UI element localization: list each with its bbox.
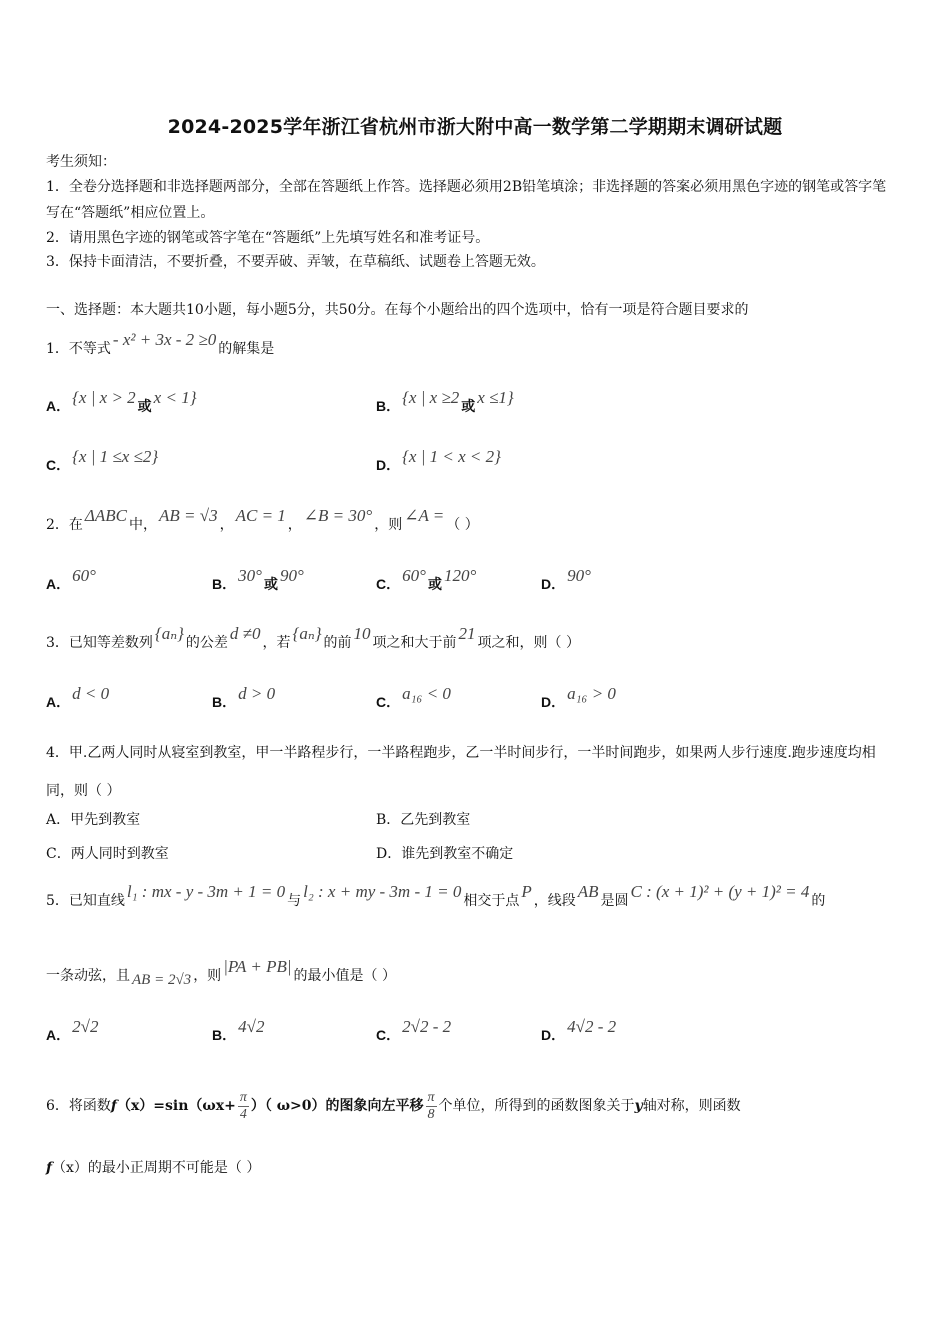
option-math: 30° xyxy=(238,566,262,585)
option-label: A． xyxy=(46,398,71,414)
q5-vector-sum: |PA + PB| xyxy=(223,957,292,976)
notice-item-2: 2．请用黑色字迹的钢笔或答字笔在“答题纸”上先填写姓名和准考证号。 xyxy=(46,230,490,246)
q3-option-b[interactable] xyxy=(212,684,277,713)
option-math: 120° xyxy=(443,566,477,585)
q6-function-name: f xyxy=(110,1098,117,1114)
q4-option-a[interactable]: A．甲先到教室 xyxy=(46,812,141,828)
q5-text: 的 xyxy=(811,893,826,909)
fraction-numerator: π xyxy=(427,1089,435,1105)
option-label: D． xyxy=(376,457,401,473)
q3-text: 的前 xyxy=(323,635,352,651)
q2-ab: AB = √3 xyxy=(159,506,218,525)
notice-heading: 考生须知： xyxy=(46,154,116,170)
q6-fraction-pi-over-8 xyxy=(426,1090,437,1123)
q5-text: ，则 xyxy=(193,968,222,984)
question-4: 4．甲.乙两人同时从寝室到教室，甲一半路程步行，一半路程跑步，乙一半时间步行，一半时间跑步，如果两人步行速度.跑步速度均相同，则（ ） xyxy=(46,745,876,799)
q5-chord-length: AB = 2√3 xyxy=(132,972,192,988)
option-math: 90° xyxy=(279,566,304,585)
q5-text: ，线段 xyxy=(533,893,576,909)
q5-text: 的最小值是（ ） xyxy=(293,968,396,984)
q3-option-a[interactable] xyxy=(46,684,111,713)
option-label: C． xyxy=(46,457,71,473)
option-label: B． xyxy=(212,694,237,710)
q1-option-b[interactable] xyxy=(376,388,516,417)
q6-text: 个单位，所得到的函数图象关于 xyxy=(438,1098,635,1114)
q2-ac: AC = 1 xyxy=(235,506,286,525)
q4-option-b[interactable]: B．乙先到教室 xyxy=(376,812,471,828)
question-3 xyxy=(46,624,580,653)
option-label: D． xyxy=(541,576,566,592)
option-math: 60° xyxy=(402,566,426,585)
q5-text: 相交于点 xyxy=(463,893,520,909)
option-label: B． xyxy=(212,1027,237,1043)
q1-option-a[interactable] xyxy=(46,388,199,417)
q6-fraction-pi-over-4 xyxy=(238,1090,249,1123)
page-title: 2024-2025学年浙江省杭州市浙大附中高一数学第二学期期末调研试题 xyxy=(167,116,783,138)
option-label: D． xyxy=(541,1027,566,1043)
q1-prefix: 1．不等式 xyxy=(46,341,111,357)
q5-segment: AB xyxy=(577,882,599,901)
q4-option-c[interactable]: C．两人同时到教室 xyxy=(46,846,169,862)
q5-text: 一条动弦，且 xyxy=(46,968,130,984)
option-label: C． xyxy=(376,694,401,710)
q5-option-c[interactable] xyxy=(376,1017,453,1046)
q6-text: 轴对称，则函数 xyxy=(642,1098,741,1114)
q2-option-d[interactable] xyxy=(541,566,593,595)
q3-n1: 10 xyxy=(353,624,371,643)
option-label: D． xyxy=(541,694,566,710)
option-label: A． xyxy=(46,1027,71,1043)
q6-text: （x）的最小正周期不可能是（ ） xyxy=(52,1160,261,1176)
q3-text: 项之和大于前 xyxy=(372,635,457,651)
q2-triangle: ΔABC xyxy=(84,506,128,525)
q2-option-a[interactable] xyxy=(46,566,98,595)
option-math: 90° xyxy=(567,566,591,585)
option-label: B． xyxy=(212,576,237,592)
q5-text: 是圆 xyxy=(600,893,629,909)
section-heading: 一、选择题：本大题共10小题，每小题5分，共50分。在每个小题给出的四个选项中，恰有一项是符合题目要求的 xyxy=(46,302,749,318)
q5-line-1: l₁ : mx - y - 3m + 1 = 0 xyxy=(126,882,286,901)
option-math: 2√2 xyxy=(72,1017,99,1036)
option-label: C． xyxy=(376,1027,401,1043)
option-math: {x | x > 2 xyxy=(72,388,136,407)
notice-item-1: 1．全卷分选择题和非选择题两部分，全部在答题纸上作答。选择题必须用2B铅笔填涂；非选择题的答案必须用黑色字迹的钢笔或答字笔写在“答题纸”相应位置上。 xyxy=(46,179,887,221)
q1-option-c[interactable] xyxy=(46,447,160,476)
q5-line-2: l₂ : x + my - 3m - 1 = 0 xyxy=(303,882,462,901)
q5-option-d[interactable] xyxy=(541,1017,618,1046)
q2-angle-a: ∠A = xyxy=(404,506,445,525)
q5-text: 与 xyxy=(287,893,302,909)
question-2 xyxy=(46,506,479,535)
question-1 xyxy=(46,330,275,359)
q2-option-b[interactable] xyxy=(212,566,306,595)
q6-function-name: f xyxy=(46,1160,53,1176)
option-or: 或 xyxy=(263,577,278,593)
question-5-line-2 xyxy=(46,957,396,988)
option-label: C． xyxy=(376,576,401,592)
q2-text: ，则 xyxy=(374,517,403,533)
option-math: x < 1} xyxy=(153,388,197,407)
fraction-denominator: 4 xyxy=(239,1106,247,1122)
q3-option-c[interactable] xyxy=(376,684,453,713)
option-math: {x | 1 ≤x ≤2} xyxy=(72,447,159,466)
question-5 xyxy=(46,882,826,911)
q1-inequality: - x² + 3x - 2 ≥0 xyxy=(112,330,217,349)
option-or: 或 xyxy=(427,577,442,593)
q3-sequence: {aₙ} xyxy=(154,624,184,643)
option-or: 或 xyxy=(461,399,476,415)
q6-text: ）（ ω>0）的图象向左平移 xyxy=(250,1098,424,1114)
option-math: 4√2 - 2 xyxy=(567,1017,617,1036)
q4-option-d[interactable]: D．谁先到教室不确定 xyxy=(376,846,514,862)
fraction-denominator: 8 xyxy=(427,1106,435,1122)
q6-text: （x）=sin（ωx+ xyxy=(116,1098,236,1114)
q3-sequence: {aₙ} xyxy=(292,624,322,643)
q1-option-d[interactable] xyxy=(376,447,503,476)
q3-prefix: 3．已知等差数列 xyxy=(46,635,153,651)
q2-text: ， xyxy=(287,517,302,533)
q5-circle: C : (x + 1)² + (y + 1)² = 4 xyxy=(630,882,810,901)
q1-suffix: 的解集是 xyxy=(218,341,275,357)
option-math: 2√2 - 2 xyxy=(402,1017,452,1036)
option-math: 60° xyxy=(72,566,96,585)
q3-n2: 21 xyxy=(458,624,476,643)
fraction-numerator: π xyxy=(239,1089,247,1105)
option-math: d < 0 xyxy=(72,684,110,703)
q5-prefix: 5．已知直线 xyxy=(46,893,125,909)
q6-y-axis: y xyxy=(634,1098,643,1114)
q3-text: 的公差 xyxy=(185,635,228,651)
q6-prefix: 6．将函数 xyxy=(46,1098,111,1114)
option-or: 或 xyxy=(137,399,152,415)
option-math: d > 0 xyxy=(238,684,276,703)
option-math: a₁₆ < 0 xyxy=(402,684,451,703)
q3-common-difference: d ≠0 xyxy=(229,624,261,643)
notice-item-3: 3．保持卡面清洁，不要折叠，不要弄破、弄皱，在草稿纸、试题卷上答题无效。 xyxy=(46,254,545,270)
question-6 xyxy=(46,1086,741,1126)
q5-point: P xyxy=(521,882,532,901)
option-math: x ≤1} xyxy=(477,388,514,407)
q2-prefix: 2．在 xyxy=(46,517,83,533)
q5-option-b[interactable] xyxy=(212,1017,266,1046)
option-math: {x | x ≥2 xyxy=(402,388,460,407)
option-label: A． xyxy=(46,576,71,592)
q3-option-d[interactable] xyxy=(541,684,618,713)
q2-text: 中， xyxy=(129,517,158,533)
option-math: 4√2 xyxy=(238,1017,265,1036)
question-6-line-2 xyxy=(46,1158,260,1178)
q2-text: ， xyxy=(219,517,234,533)
option-label: A． xyxy=(46,694,71,710)
option-label: B． xyxy=(376,398,401,414)
option-math: a₁₆ > 0 xyxy=(567,684,616,703)
q2-angle-b: ∠B = 30° xyxy=(303,506,373,525)
q2-option-c[interactable] xyxy=(376,566,478,595)
q3-text: ，若 xyxy=(262,635,291,651)
q3-text: 项之和，则（ ） xyxy=(477,635,580,651)
q2-text: （ ） xyxy=(446,517,479,533)
q5-option-a[interactable] xyxy=(46,1017,100,1046)
option-math: {x | 1 < x < 2} xyxy=(402,447,501,466)
